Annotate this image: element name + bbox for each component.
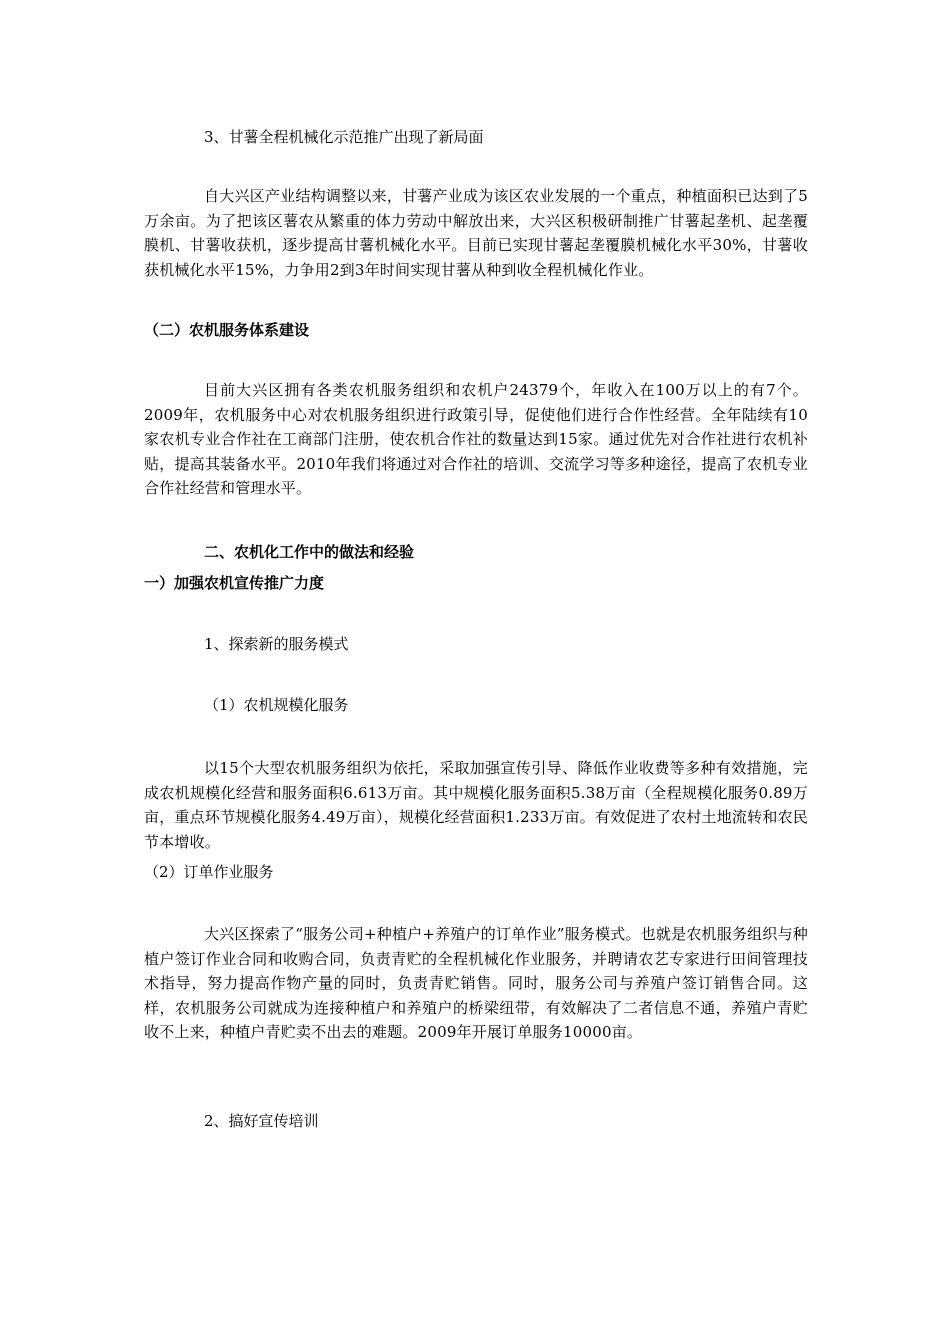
heading-scale-service: （1）农机规模化服务 — [204, 696, 349, 714]
paragraph-sweet-potato: 自大兴区产业结构调整以来，甘薯产业成为该区农业发展的一个重点，种植面积已达到了5万余亩。为了把该区薯农从繁重的体力劳动中解放出来，大兴区积极研制推广甘薯起垄机、起垄覆膜机、甘薯收获机，逐步提高甘薯机械化水平。目前已实现甘薯起垄覆膜机械化水平30%，甘薯收获机械化水平15%，力争用2到3年时间实现甘薯从种到收全程机械化作业。 — [144, 187, 808, 279]
heading-publicity: 一）加强农机宣传推广力度 — [144, 574, 325, 592]
heading-service-system: （二）农机服务体系建设 — [144, 321, 310, 339]
heading-sweet-potato-mechanization: 3、甘薯全程机械化示范推广出现了新局面 — [204, 128, 484, 146]
paragraph-order-service: 大兴区探索了“服务公司+种植户+养殖户的订单作业”服务模式。也就是农机服务组织与种植户签订作业合同和收购合同，负责青贮的全程机械化作业服务，并聘请农艺专家进行田间管理技术指导，努力提高作物产量的同时，负责青贮销售。同时，服务公司与养殖户签订销售合同。这样，农机服务公司就成为连接种植户和养殖户的桥梁纽带，有效解决了二者信息不通，养殖户青贮收不上来，种植户青贮卖不出去的难题。2009年开展订单服务10000亩。 — [144, 925, 808, 1041]
heading-publicity-training: 2、搞好宣传培训 — [204, 1112, 319, 1130]
heading-section-two: 二、农机化工作中的做法和经验 — [204, 543, 415, 561]
paragraph-scale-service: 以15个大型农机服务组织为依托，采取加强宣传引导、降低作业收费等多种有效措施，完成农机规模化经营和服务面积6.613万亩。其中规模化服务面积5.38万亩（全程规模化服务0.89万亩，重点环节规模化服务4.49万亩），规模化经营面积1.233万亩。有效促进了农村土地流转和农民节本增收。 — [144, 759, 808, 851]
paragraph-service-system: 目前大兴区拥有各类农机服务组织和农机户24379个，年收入在100万以上的有7个。2009年，农机服务中心对农机服务组织进行政策引导，促使他们进行合作性经营。全年陆续有10家农机专业合作社在工商部门注册，使农机合作社的数量达到15家。通过优先对合作社进行农机补贴，提高其装备水平。2010年我们将通过对合作社的培训、交流学习等多种途径，提高了农机专业合作社经营和管理水平。 — [144, 381, 808, 497]
heading-new-service-model: 1、探索新的服务模式 — [204, 635, 349, 653]
heading-order-service: （2）订单作业服务 — [144, 863, 274, 881]
